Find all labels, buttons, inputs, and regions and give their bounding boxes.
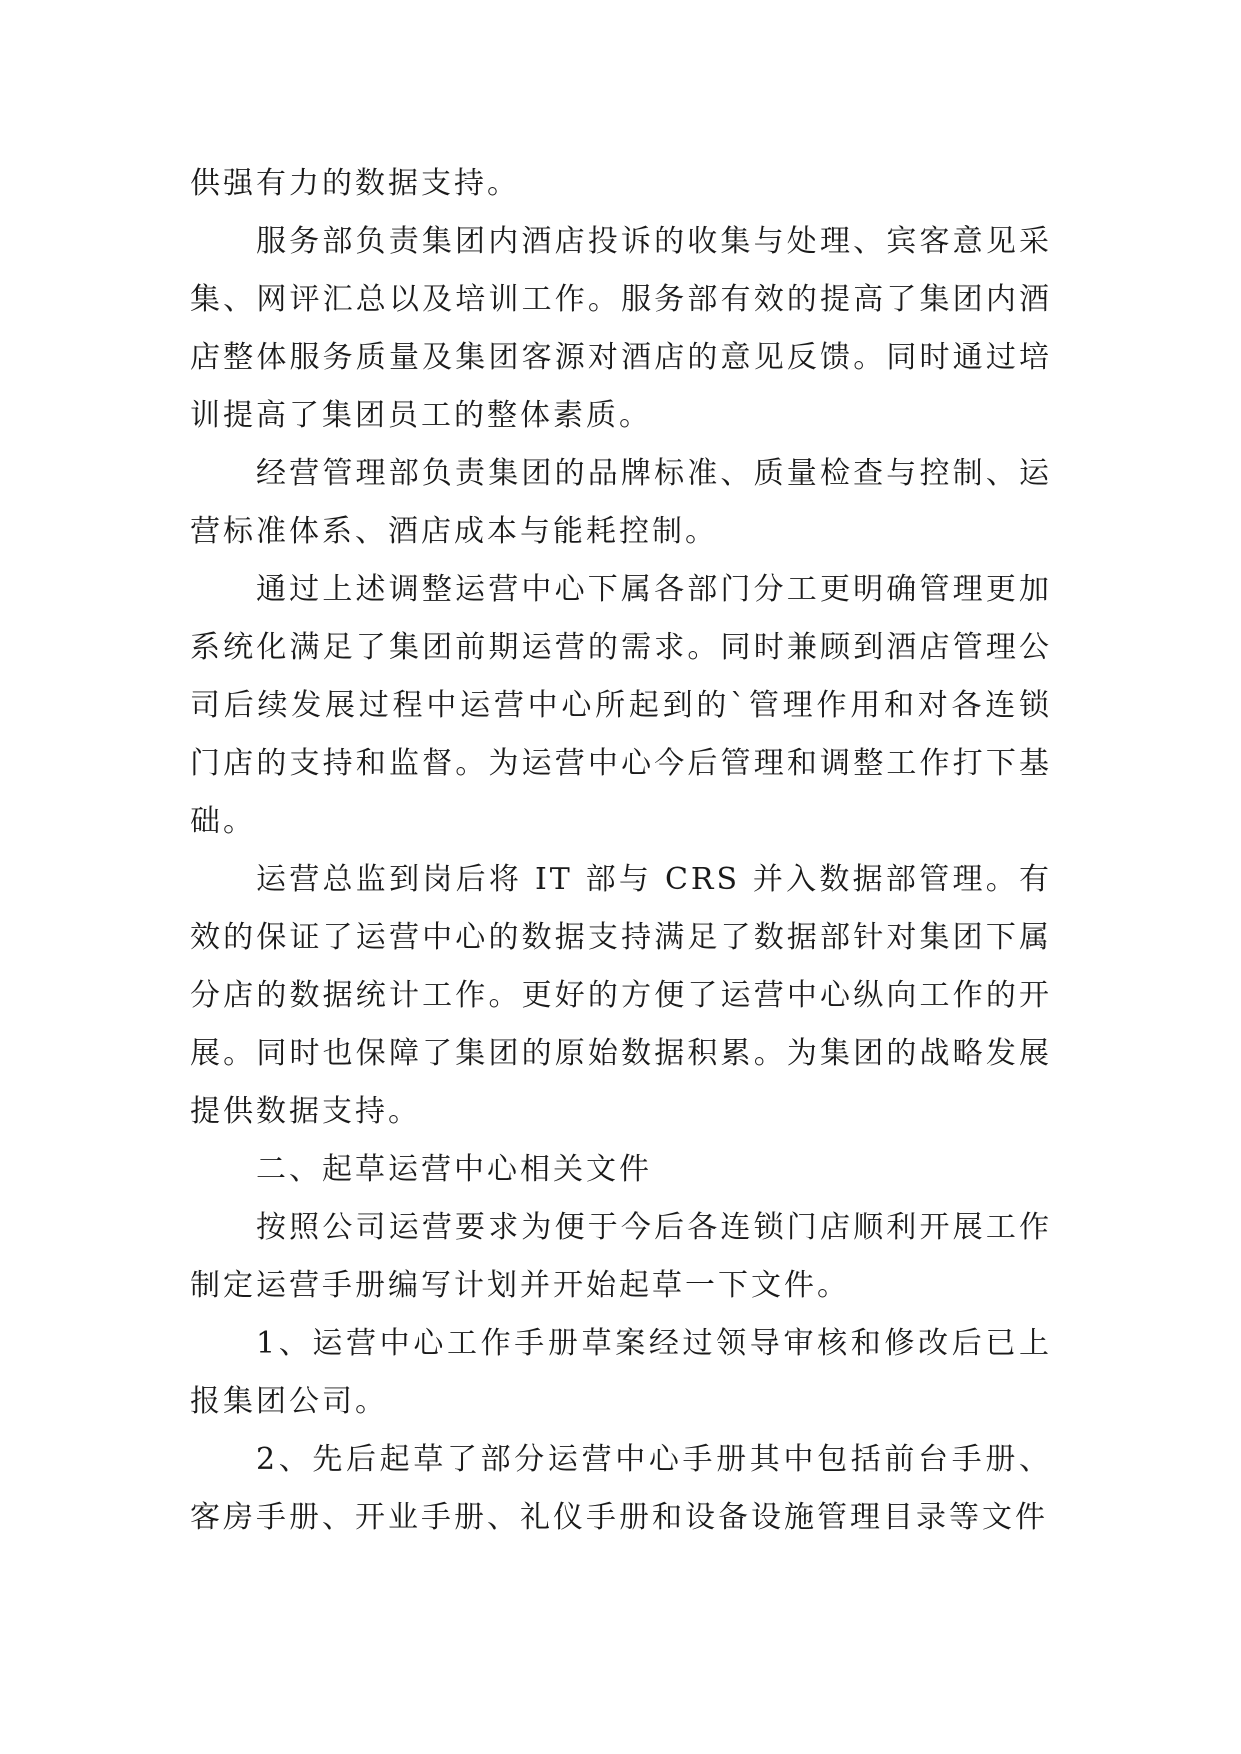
paragraph-it-crs-merge: 运营总监到岗后将 IT 部与 CRS 并入数据部管理。有效的保证了运营中心的数据支持满足了数据部针对集团下属分店的数据统计工作。更好的方便了运营中心纵向工作的开展。同时也保障了集团的原始数据积累。为集团的战略发展提供数据支持。 [190, 862, 1052, 1129]
paragraph-adjustment-summary: 通过上述调整运营中心下属各部门分工更明确管理更加系统化满足了集团前期运营的需求。同时兼顾到酒店管理公司后续发展过程中运营中心所起到的`管理作用和对各连锁门店的支持和监督。为运营中心今后管理和调整工作打下基础。 [190, 572, 1052, 839]
paragraph-operations-management-department: 经营管理部负责集团的品牌标准、质量检查与控制、运营标准体系、酒店成本与能耗控制。 [190, 456, 1052, 549]
paragraph-service-department: 服务部负责集团内酒店投诉的收集与处理、宾客意见采集、网评汇总以及培训工作。服务部有效的提高了集团内酒店整体服务质量及集团客源对酒店的意见反馈。同时通过培训提高了集团员工的整体素质。 [190, 224, 1052, 433]
paragraph-data-support-continuation: 供强有力的数据支持。 [190, 166, 520, 201]
paragraph-manual-plan: 按照公司运营要求为便于今后各连锁门店顺利开展工作制定运营手册编写计划并开始起草一下文件。 [190, 1210, 1052, 1303]
list-item-1: 1、运营中心工作手册草案经过领导审核和修改后已上报集团公司。 [190, 1326, 1052, 1419]
document-body [190, 155, 1052, 1547]
section-heading-drafting-documents: 二、起草运营中心相关文件 [256, 1152, 652, 1187]
list-item-2: 2、先后起草了部分运营中心手册其中包括前台手册、客房手册、开业手册、礼仪手册和设备设施管理目录等文件 [190, 1442, 1052, 1535]
